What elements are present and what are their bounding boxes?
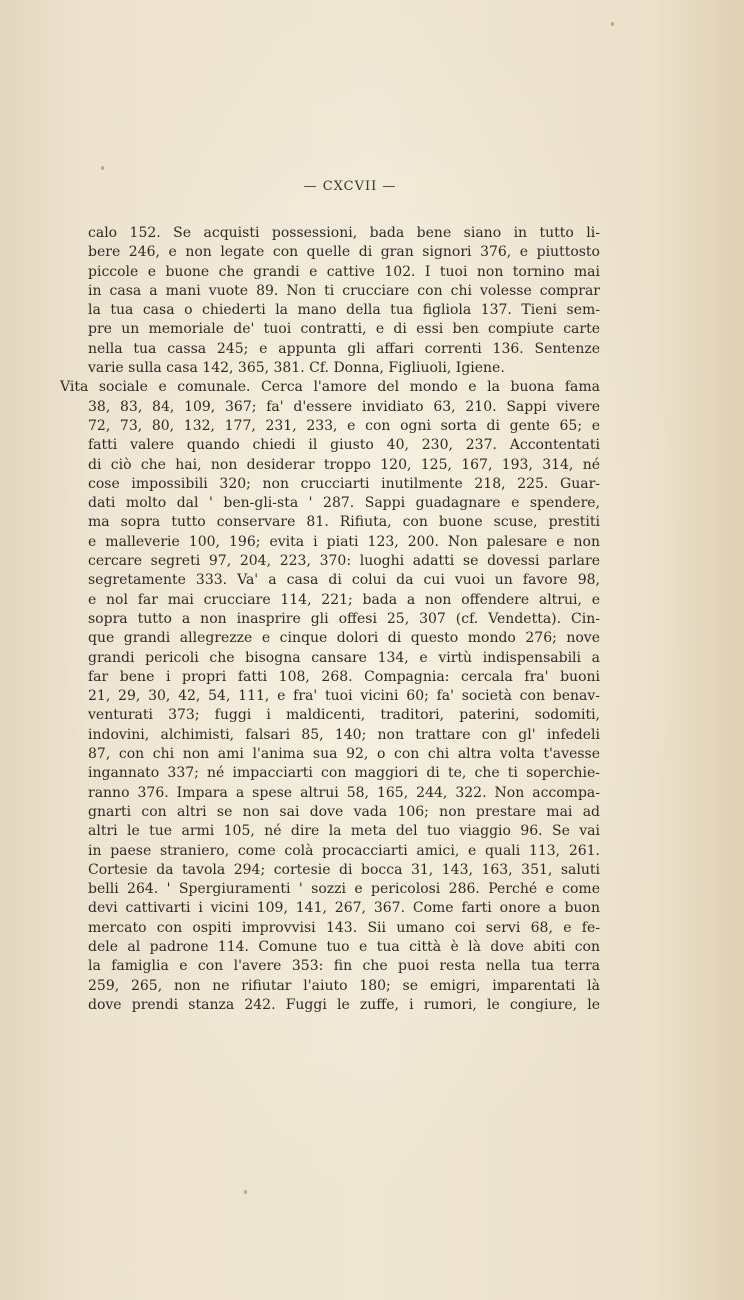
text-line: 21, 29, 30, 42, 54, 111, e fra' tuoi vicini 60; fa' società con benav- [88,688,600,705]
text-line: 72, 73, 80, 132, 177, 231, 233, e con ogni sorta di gente 65; e [88,417,600,434]
text-line: mercato con ospiti improvvisi 143. Sii umano coi servi 68, e fe- [88,919,600,936]
text-line: piccole e buone che grandi e cattive 102. I tuoi non tornino mai [88,263,600,280]
text-line: indovini, alchimisti, falsari 85, 140; non trattare con gl' infedeli [88,726,600,743]
text-line: Cortesie da tavola 294; cortesie di bocca 31, 143, 163, 351, saluti [88,861,600,878]
text-line: 38, 83, 84, 109, 367; fa' d'essere invidiato 63, 210. Sappi vivere [88,398,600,415]
text-line: 87, con chi non ami l'anima sua 92, o con chi altra volta t'avesse [88,746,600,763]
text-line: far bene i propri fatti 108, 268. Compagnia: cercala fra' buoni [88,668,600,685]
text-line: gnarti con altri se non sai dove vada 106; non prestare mai ad [88,803,600,820]
text-line: segretamente 333. Va' a casa di colui da cui vuoi un favore 98, [88,572,600,589]
text-line: la tua casa o chiederti la mano della tua figliola 137. Tieni sem- [88,302,600,319]
text-line: altri le tue armi 105, né dire la meta del tuo viaggio 96. Se vai [88,823,600,840]
text-line: ranno 376. Impara a spese altrui 58, 165, 244, 322. Non accompa- [88,784,600,801]
page-number: — CXCVII — [303,179,397,194]
text-line: e malleverie 100, 196; evita i piati 123, 200. Non palesare e non [88,533,600,550]
text-line: dele al padrone 114. Comune tuo e tua città è là dove abiti con [88,938,600,955]
text-line: cercare segreti 97, 204, 223, 370: luoghi adatti se dovessi parlare [88,553,600,570]
text-line: e nol far mai crucciare 114, 221; bada a non offendere altrui, e [88,591,600,608]
text-line: sopra tutto a non inasprire gli offesi 25, 307 (cf. Vendetta). Cin- [88,610,600,627]
text-line: dati molto dal ' ben-gli-sta ' 287. Sappi guadagnare e spendere, [88,495,600,512]
text-line: ingannato 337; né impacciarti con maggiori di te, che ti soperchie- [88,765,600,782]
text-line: nella tua cassa 245; e appunta gli affari correnti 136. Sentenze [88,340,600,357]
text-line: 259, 265, non ne rifiutar l'aiuto 180; se emigri, imparentati là [88,977,600,994]
text-line: devi cattivarti i vicini 109, 141, 267, 367. Come farti onore a buon [88,900,600,917]
text-line: pre un memoriale de' tuoi contratti, e di essi ben compiute carte [88,321,600,338]
text-line: in casa a mani vuote 89. Non ti crucciare con chi volesse comprar [88,282,600,299]
text-line: calo 152. Se acquisti possessioni, bada bene siano in tutto li- [88,225,600,241]
paper-speck [244,1190,247,1194]
text-line: belli 264. ' Spergiuramenti ' sozzi e pericolosi 286. Perché e come [88,881,600,898]
paper-speck [101,166,104,170]
text-line: ma sopra tutto conservare 81. Rifiuta, con buone scuse, prestiti [88,514,600,531]
text-line: fatti valere quando chiedi il giusto 40, 230, 237. Accontentati [88,437,600,454]
text-line: que grandi allegrezze e cinque dolori di questo mondo 276; nove [88,630,600,647]
text-line: Vita sociale e comunale. Cerca l'amore del mondo e la buona fama [60,379,600,396]
text-line: di ciò che hai, non desiderar troppo 120, 125, 167, 193, 314, né [88,456,600,473]
text-line: dove prendi stanza 242. Fuggi le zuffe, i rumori, le congiure, le [88,996,600,1013]
text-line: varie sulla casa 142, 365, 381. Cf. Donna, Figliuoli, Igiene. [88,360,505,377]
body-text [60,224,600,1015]
text-line: grandi pericoli che bisogna cansare 134, e virtù indispensabili a [88,649,600,666]
text-line: bere 246, e non legate con quelle di gran signori 376, e piuttosto [88,244,600,261]
text-line: cose impossibili 320; non crucciarti inutilmente 218, 225. Guar- [88,475,600,492]
text-line: la famiglia e con l'avere 353: fin che puoi resta nella tua terra [88,958,600,975]
text-line: venturati 373; fuggi i maldicenti, traditori, paterini, sodomiti, [88,707,600,724]
text-line: in paese straniero, come colà procacciarti amici, e quali 113, 261. [88,842,600,859]
paper-speck [611,22,614,26]
